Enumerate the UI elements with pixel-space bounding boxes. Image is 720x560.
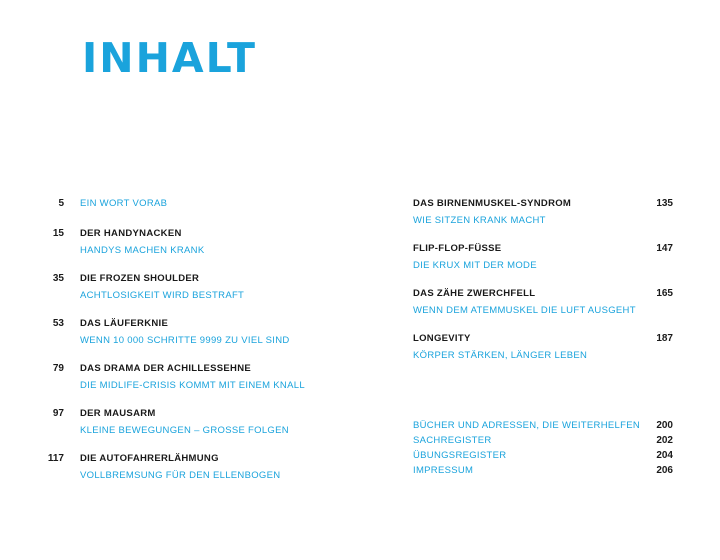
page-title: INHALT (82, 34, 257, 82)
toc-heading: DAS LÄUFERKNIE (80, 318, 169, 329)
toc-page-number: 5 (58, 198, 64, 209)
toc-entry[interactable] (40, 318, 330, 348)
toc-heading: DER HANDYNACKEN (80, 228, 182, 239)
appendix-page-number: 206 (656, 465, 673, 476)
toc-heading: DAS BIRNENMUSKEL-SYNDROM (413, 198, 572, 209)
toc-entry[interactable] (40, 198, 330, 213)
appendix-item[interactable] (413, 465, 673, 480)
toc-page-number: 15 (52, 228, 64, 239)
appendix-item[interactable] (413, 450, 673, 465)
toc-subtitle: DIE KRUX MIT DER MODE (413, 260, 537, 271)
toc-heading: LONGEVITY (413, 333, 471, 344)
appendix-label: SACHREGISTER (413, 435, 492, 446)
toc-subtitle: DIE MIDLIFE-CRISIS KOMMT MIT EINEM KNALL (80, 380, 305, 391)
toc-page-number: 165 (656, 288, 673, 299)
toc-page-number: 35 (52, 273, 64, 284)
toc-heading: DAS DRAMA DER ACHILLESSEHNE (80, 363, 252, 374)
toc-heading: DAS ZÄHE ZWERCHFELL (413, 288, 536, 299)
toc-entry[interactable] (413, 243, 673, 273)
toc-entry[interactable] (413, 288, 673, 318)
toc-subtitle: ACHTLOSIGKEIT WIRD BESTRAFT (80, 290, 245, 301)
toc-entry[interactable] (413, 333, 673, 363)
appendix-item[interactable] (413, 435, 673, 450)
toc-entry[interactable] (40, 273, 330, 303)
toc-subtitle: KÖRPER STÄRKEN, LÄNGER LEBEN (413, 350, 588, 361)
toc-page-number: 187 (656, 333, 673, 344)
toc-entry[interactable] (40, 408, 330, 438)
toc-subtitle: WIE SITZEN KRANK MACHT (413, 215, 546, 226)
toc-heading: DIE FROZEN SHOULDER (80, 273, 200, 284)
appendix-page-number: 204 (656, 450, 673, 461)
toc-page-number: 53 (52, 318, 64, 329)
toc-subtitle: HANDYS MACHEN KRANK (80, 245, 205, 256)
toc-page-number: 79 (52, 363, 64, 374)
appendix-item[interactable] (413, 420, 673, 435)
toc-subtitle: VOLLBREMSUNG FÜR DEN ELLENBOGEN (80, 470, 281, 481)
toc-entry[interactable] (40, 228, 330, 258)
toc-heading: DIE AUTOFAHRERLÄHMUNG (80, 453, 219, 464)
toc-subtitle: KLEINE BEWEGUNGEN – GROSSE FOLGEN (80, 425, 289, 436)
toc-entry[interactable] (413, 198, 673, 228)
toc-subtitle: WENN 10 000 SCHRITTE 9999 ZU VIEL SIND (80, 335, 290, 346)
toc-heading: DER MAUSARM (80, 408, 156, 419)
toc-page-number: 147 (656, 243, 673, 254)
appendix-page-number: 202 (656, 435, 673, 446)
toc-heading: FLIP-FLOP-FÜSSE (413, 243, 502, 254)
toc-entry[interactable] (40, 363, 330, 393)
appendix-label: BÜCHER UND ADRESSEN, DIE WEITERHELFEN (413, 420, 640, 431)
appendix-page-number: 200 (656, 420, 673, 431)
toc-left-column (40, 198, 330, 498)
toc-appendix (413, 420, 673, 480)
appendix-label: IMPRESSUM (413, 465, 474, 476)
toc-subtitle: WENN DEM ATEMMUSKEL DIE LUFT AUSGEHT (413, 305, 636, 316)
toc-page-number: 135 (656, 198, 673, 209)
toc-subtitle: EIN WORT VORAB (80, 198, 168, 209)
toc-page-number: 117 (47, 453, 64, 464)
toc-entry[interactable] (40, 453, 330, 483)
toc-page-number: 97 (52, 408, 64, 419)
appendix-label: ÜBUNGSREGISTER (413, 450, 507, 461)
toc-right-column (413, 198, 673, 378)
